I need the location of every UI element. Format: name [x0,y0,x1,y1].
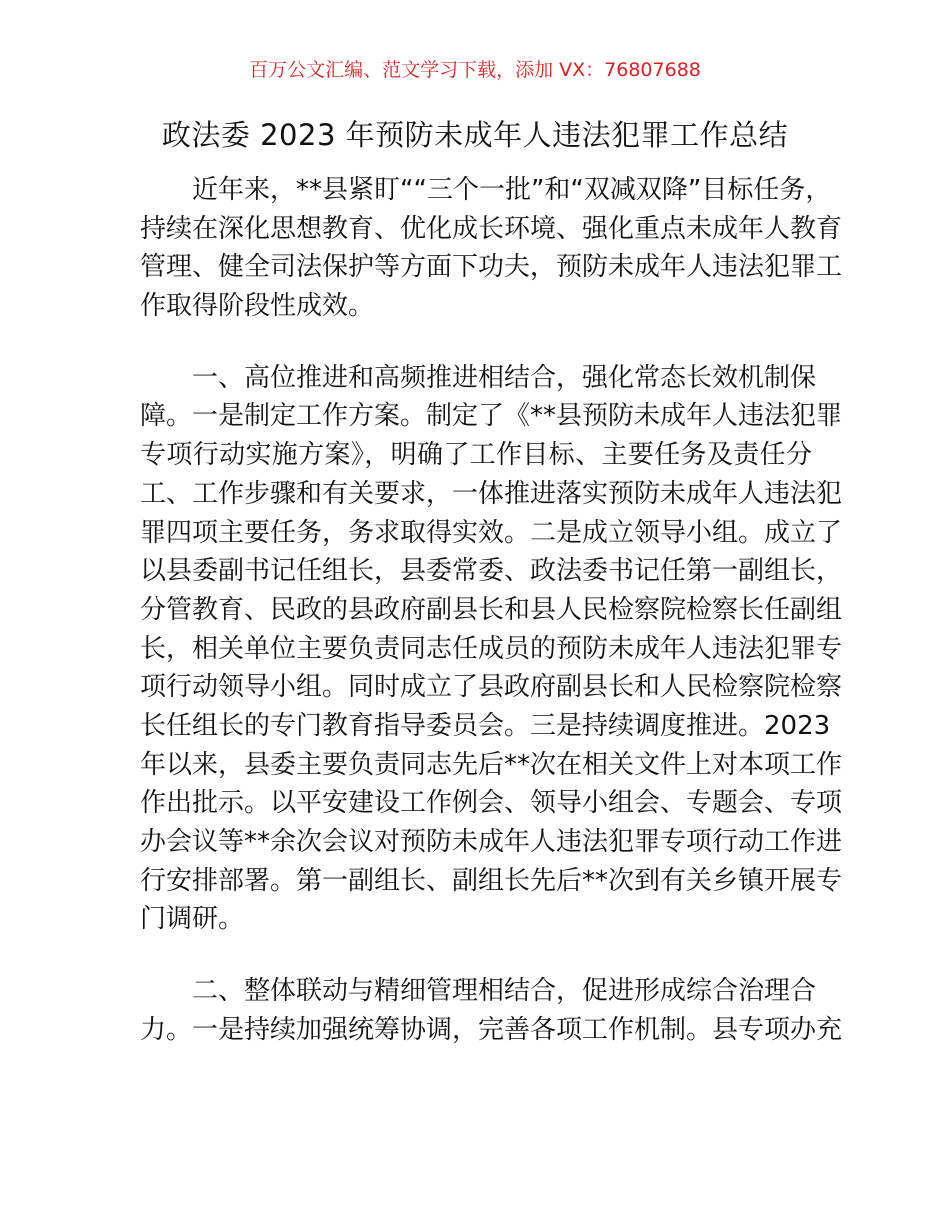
text-line: 力。一是持续加强统筹协调，完善各项工作机制。县专项办充 [140,1014,843,1045]
text-line: 罪四项主要任务，务求取得实效。二是成立领导小组。成立了 [140,517,843,548]
text-line: 专项行动实施方案》，明确了工作目标、主要任务及责任分 [140,440,812,471]
paragraph-intro [140,171,843,326]
paragraph-section-1 [140,359,843,939]
text-line: 项行动领导小组。同时成立了县政府副县长和人民检察院检察 [140,672,843,703]
text-line: 以县委副书记任组长，县委常委、政法委书记任第一副组长， [140,556,843,587]
document-title: 政法委 2023 年预防未成年人违法犯罪工作总结 [161,118,789,152]
text-line: 管理、健全司法保护等方面下功夫，预防未成年人违法犯罪工 [140,252,843,283]
text-line: 办会议等**余次会议对预防未成年人违法犯罪专项行动工作进 [140,827,843,857]
text-line: 近年来，**县紧盯““三个一批”和“双减双降”目标任务， [192,175,832,205]
text-line: 行安排部署。第一副组长、副组长先后**次到有关乡镇开展专 [140,865,843,896]
text-line: 持续在深化思想教育、优化成长环境、强化重点未成年人教育 [140,213,843,244]
text-line: 门调研。 [140,904,245,935]
text-line: 分管教育、民政的县政府副县长和县人民检察院检察长任副组 [140,594,843,625]
text-line: 年以来，县委主要负责同志先后**次在相关文件上对本项工作 [140,749,843,780]
paragraph-section-2 [140,972,843,1049]
watermark-header: 百万公文汇编、范文学习下载，添加 VX：76807688 [249,59,701,81]
text-line: 作出批示。以平安建设工作例会、领导小组会、专题会、专项 [140,788,843,819]
document-body [140,171,843,1082]
text-line: 长任组长的专门教育指导委员会。三是持续调度推进。2023 [140,710,831,741]
text-line: 障。一是制定工作方案。制定了《**县预防未成年人违法犯罪 [140,401,843,432]
text-line: 工、工作步骤和有关要求，一体推进落实预防未成年人违法犯 [140,478,843,509]
text-line: 二、整体联动与精细管理相结合，促进形成综合治理合 [192,976,817,1007]
text-line: 作取得阶段性成效。 [140,291,375,322]
text-line: 一、高位推进和高频推进相结合，强化常态长效机制保 [192,362,817,393]
text-line: 长，相关单位主要负责同志任成员的预防未成年人违法犯罪专 [140,633,843,664]
